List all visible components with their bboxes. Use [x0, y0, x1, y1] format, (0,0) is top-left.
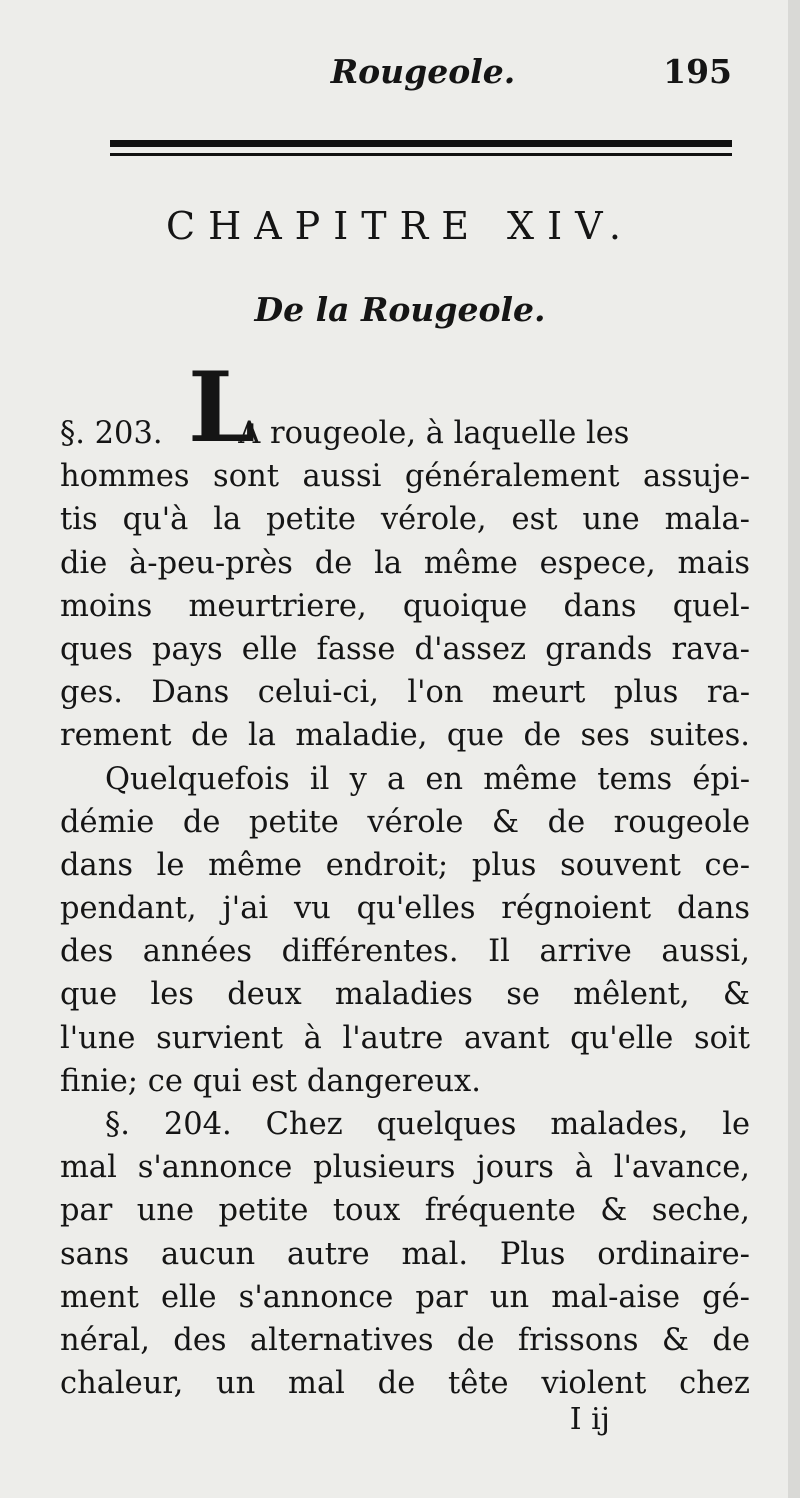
body-text [60, 351, 750, 1405]
text-line: moins meurtriere, quoique dans quel- [60, 588, 750, 624]
paragraph [60, 1103, 750, 1405]
section-mark: §. 203. [60, 416, 163, 451]
text-line: rement de la maladie, que de ses suites. [60, 718, 750, 754]
text-line: chaleur, un mal de tête violent chez [60, 1366, 750, 1402]
text-line: hommes sont aussi généralement assuje- [60, 459, 750, 495]
text-line: dans le même endroit; plus souvent ce- [60, 847, 750, 883]
drop-cap: L [188, 351, 256, 464]
text-line: sans aucun autre mal. Plus ordinaire- [60, 1236, 750, 1272]
text-line: l'une survient à l'autre avant qu'elle soit [60, 1020, 750, 1056]
text-line: finie; ce qui est dangereux. [60, 1063, 481, 1099]
text-line: que les deux maladies se mêlent, & [60, 977, 750, 1013]
text-line: néral, des alternatives de frissons & de [60, 1322, 750, 1358]
text-line: ment elle s'annonce par un mal-aise gé- [60, 1279, 750, 1315]
paragraph [60, 351, 750, 758]
signature-mark: I ij [569, 1402, 610, 1437]
header-rule [110, 140, 732, 156]
text-line: des années différentes. Il arrive aussi, [60, 934, 750, 970]
text-line: mal s'annonce plusieurs jours à l'avance, [60, 1150, 750, 1186]
text-line: ges. Dans celui-ci, l'on meurt plus ra- [60, 675, 750, 711]
page-number: 195 [663, 52, 732, 91]
running-title: Rougeole. [330, 52, 516, 91]
text-line: par une petite toux fréquente & seche, [60, 1193, 750, 1229]
text-line: die à-peu-près de la même espece, mais [60, 545, 750, 581]
chapter-title: CHAPITRE XIV. [166, 204, 634, 248]
text-line: tis qu'à la petite vérole, est une mala- [60, 502, 750, 538]
text-line [60, 351, 750, 464]
page-header [108, 42, 738, 102]
line-text: A rougeole, à laquelle les [238, 416, 630, 451]
text-line: pendant, j'ai vu qu'elles régnoient dans [60, 891, 750, 927]
paragraph [60, 758, 750, 1104]
text-line: démie de petite vérole & de rougeole [60, 804, 750, 840]
text-line: ques pays elle fasse d'assez grands rava- [60, 631, 750, 667]
text-line: §. 204. Chez quelques malades, le [105, 1107, 750, 1142]
section-title: De la Rougeole. [254, 290, 546, 329]
text-line: Quelquefois il y a en même tems épi- [105, 761, 750, 797]
